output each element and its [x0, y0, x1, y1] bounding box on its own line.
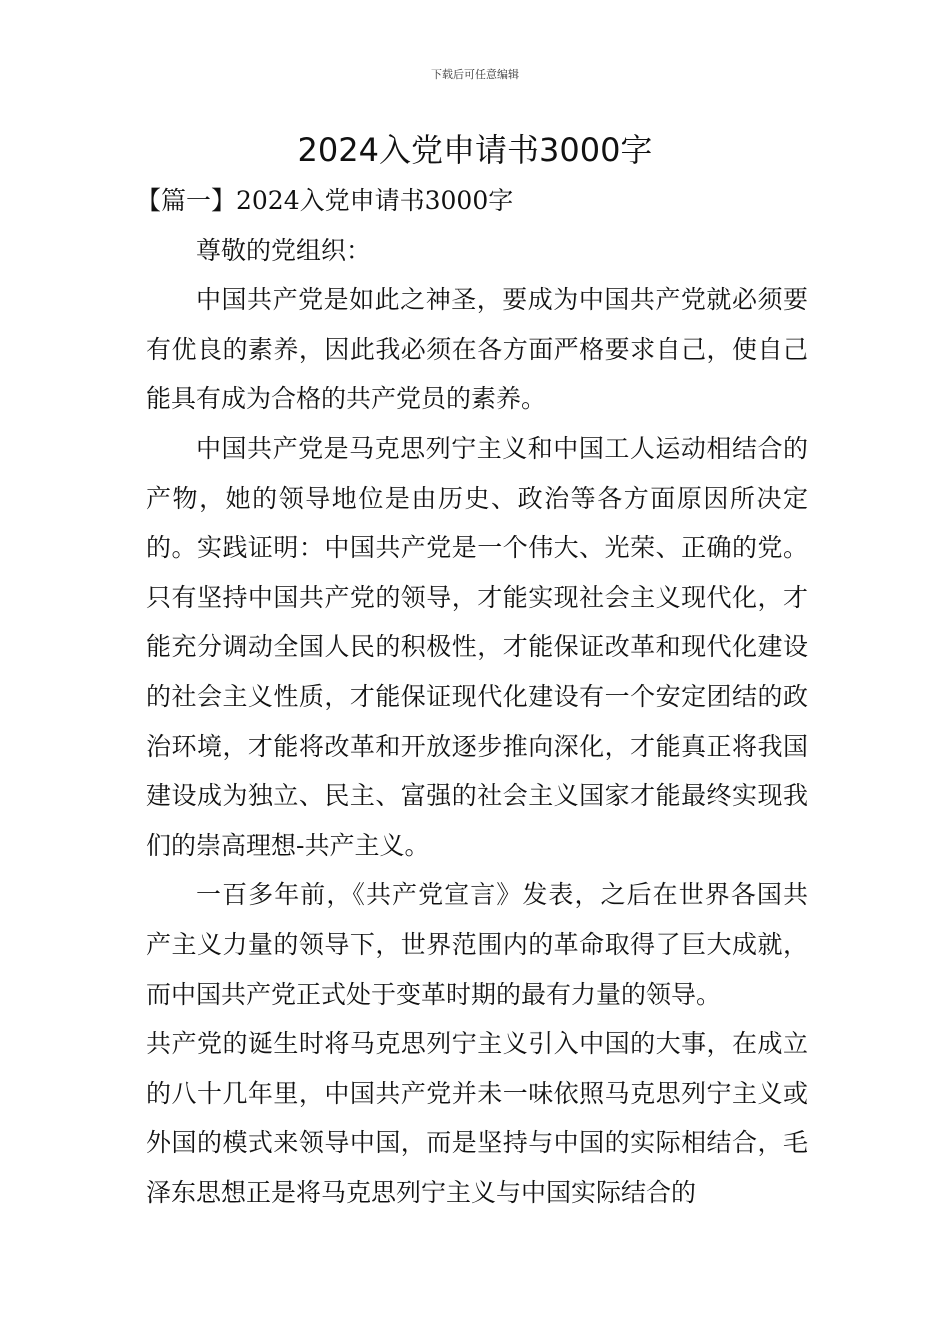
- salutation: 尊敬的党组织：: [196, 235, 372, 265]
- section-heading: 【篇一】2024入党申请书3000字: [136, 186, 514, 215]
- document-title: 2024入党申请书3000字: [297, 131, 653, 169]
- header-note: 下载后可任意编辑: [431, 68, 519, 81]
- paragraph-4: 共产党的诞生时将马克思列宁主义引入中国的大事，在成立的八十几年里，中国共产党并未一味依照马克思列宁主义或外国的模式来领导中国，而是坚持与中国的实际相结合，毛泽东思想正是将马克思列宁主义与中国实际结合的: [146, 1029, 808, 1207]
- paragraph-3: 一百多年前，《共产党宣言》发表，之后在世界各国共产主义力量的领导下，世界范围内的革命取得了巨大成就，而中国共产党正式处于变革时期的最有力量的领导。: [146, 880, 808, 1009]
- document-body: [136, 176, 808, 1217]
- paragraph-2: 中国共产党是马克思列宁主义和中国工人运动相结合的产物，她的领导地位是由历史、政治等各方面原因所决定的。实践证明：中国共产党是一个伟大、光荣、正确的党。只有坚持中国共产党的领导，才能实现社会主义现代化，才能充分调动全国人民的积极性，才能保证改革和现代化建设的社会主义性质，才能保证现代化建设有一个安定团结的政治环境，才能将改革和开放逐步推向深化，才能真正将我国建设成为独立、民主、富强的社会主义国家才能最终实现我们的崇高理想-共产主义。: [146, 433, 808, 860]
- paragraph-1: 中国共产党是如此之神圣，要成为中国共产党就必须要有优良的素养，因此我必须在各方面严格要求自己，使自己能具有成为合格的共产党员的素养。: [146, 285, 808, 414]
